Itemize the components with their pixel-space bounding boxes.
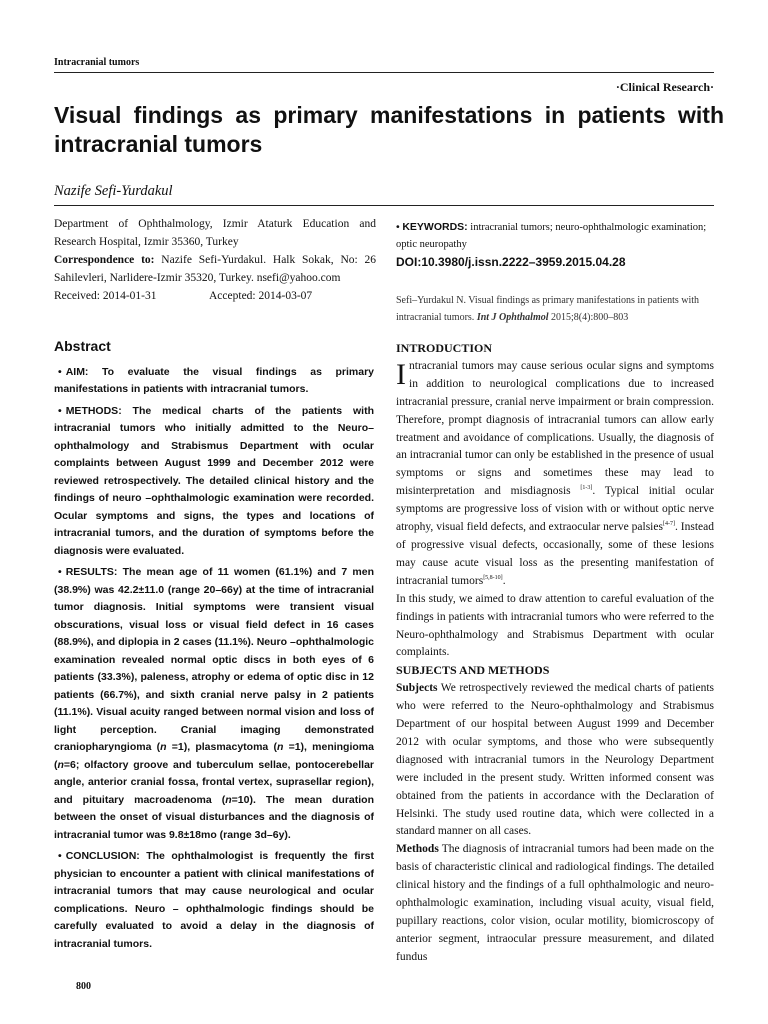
correspondence <box>54 251 376 287</box>
dates-row <box>54 287 376 305</box>
author-rule <box>54 205 714 206</box>
correspondence-label: Correspondence to: <box>54 254 155 266</box>
body-column <box>396 340 714 967</box>
received-date: Received: 2014-01-31 <box>54 290 157 302</box>
article-title: Visual findings as primary manifestations in patients with intracranial tumors <box>54 102 724 157</box>
doi: DOI:10.3980/j.issn.2222–3959.2015.04.28 <box>396 255 626 269</box>
citation-text: Sefi–Yurdakul N. Visual findings as primary manifestations in patients with intracranial tumors. <box>396 295 700 323</box>
keywords-text: intracranial tumors; neuro-ophthalmologic examination; optic neuropathy <box>396 222 707 250</box>
citation-rest: 2015;8(4):800–803 <box>551 312 629 323</box>
correspondence-text: Nazife Sefi-Yurdakul. Halk Sokak, No: 26 Sahilevleri, Narlidere-Izmir 35320, Turkey. nsefi@yahoo.com <box>54 254 376 284</box>
author-name: Nazife Sefi-Yurdakul <box>54 183 173 199</box>
methods-paragraph: Methods The diagnosis of intracranial tumors had been made on the basis of characteristic clinical and radiological findings. The detailed clinical history and the findings of a full ophthalmologic and neuro-ophthalmologic examination, including visual acuity, visual field, pupillary reactions, color vision, ocular motility, biomicroscopy of anterior segment, intraocular pressure measurement, and dilated fundus <box>396 843 714 963</box>
abstract-aim: • AIM: To evaluate the visual findings as primary manifestations in patients with intracranial tumors. <box>54 365 374 395</box>
affiliation-block <box>54 215 376 305</box>
intro-paragraph: Intracranial tumors may cause serious ocular signs and symptoms in addition to neurological complications due to increased intracranial pressure, cranial nerve impairment or brain compression. Therefore, prompt diagnosis of intracranial tumors can allow early treatment and avoidance of complications. Usually, the diagnosis of an intracranial tumor can only be established in the presence of usual symptoms or signs and sometimes these may lead to misinterpretation and misdiagnosis [1-3]. Typical initial ocular symptoms are progressive loss of vision with or without optic nerve atrophy, visual field defects, and extraocular nerve palsies[4-7]. Instead of progressive visual defects, occasionally, some of these lesions may cause acute visual loss as the presenting manifestation of intracranial tumors[5,8-10]. <box>396 357 714 587</box>
keywords-label: KEYWORDS: <box>402 221 468 233</box>
abstract-column <box>54 338 374 957</box>
citation-journal: Int J Ophthalmol <box>476 312 549 323</box>
department: Department of Ophthalmology, Izmir Ataturk Education and Research Hospital, Izmir 35360, Turkey <box>54 218 376 248</box>
abstract-conclusion: • CONCLUSION: The ophthalmologist is frequently the first physician to encounter a patient with clinical manifestations of intracranial tumors that may cause neurological and ocular complications. Neuro – ophthalmologic findings should be carefully evaluated to avoid a delay in the diagnosis of intracranial tumors. <box>54 850 374 950</box>
abstract-results: • RESULTS: The mean age of 11 women (61.1%) and 7 men (38.9%) was 42.2±11.0 (range 20–66y) at the time of intracranial tumor diagnosis. Initial symptoms were transient visual obscurations, visual loss or visual field defect in 16 cases (88.9%), and diplopia in 2 cases (11.1%). Neuro –ophthalmologic examination revealed normal optic discs in both eyes of 6 patients (33.3%), paleness, atrophy or edema of optic disc in 12 patients (66.7%), and sixth cranial nerve palsy in 2 patients (11.1%). Visual acuity ranged between normal vision and loss of light perception. Cranial imaging demonstrated craniopharyngioma (n =1), plasmacytoma (n =1), meningioma (n=6; olfactory groove and tuberculum sellae, pontocerebellar angle, anterior cranial fossa, frontal vertex, suprasellar region), and pituitary macroadenoma (n=10). The mean duration between the onset of visual disturbances and the diagnosis of intracranial tumor was 9.8±18mo (range 3d–6y). <box>54 566 374 841</box>
accepted-date: Accepted: 2014-03-07 <box>209 290 313 302</box>
methods-heading: SUBJECTS AND METHODS <box>396 663 550 678</box>
drop-cap: I <box>396 357 406 391</box>
keywords <box>396 219 716 253</box>
running-head: Intracranial tumors <box>54 57 140 68</box>
abstract-heading: Abstract <box>54 338 111 354</box>
intro-paragraph-2: In this study, we aimed to draw attention to careful evaluation of the findings in patients with intracranial tumors who were referred to the Neuro-ophthalmology and Strabismus Department with ocular complaints. <box>396 592 714 659</box>
subjects-paragraph: Subjects We retrospectively reviewed the medical charts of patients who were referred to the Neuro-ophthalmology and Strabismus Department of our hospital between August 1999 and December 2012 with ocular symptoms, and those who were subsequently diagnosed with intracranial tumors in the Neurology Department were included in the present study. Written informed consent was obtained from the patients in accordance with the Declaration of Helsinki. The study used routine data, which were collected in a standard manner on all cases. <box>396 682 714 838</box>
keywords-block <box>396 219 716 271</box>
intro-heading: INTRODUCTION <box>396 341 493 355</box>
page-number: 800 <box>76 981 91 992</box>
section-label: ·Clinical Research· <box>615 80 714 94</box>
abstract-methods: • METHODS: The medical charts of the patients with intracranial tumors who initially admitted to the Neuro–ophthalmology and Strabismus Department with ocular complaints between August 1999 and December 2012 were reviewed retrospectively. The detailed clinical history and the findings of neuro –ophthalmologic examination were recorded. Ocular symptoms and signs, the types and locations of intracranial tumors, and the duration of symptoms before the diagnosis were evaluated. <box>54 404 374 557</box>
keywords-bullet: • <box>396 221 400 233</box>
citation <box>396 292 716 326</box>
header-rule <box>54 72 714 73</box>
